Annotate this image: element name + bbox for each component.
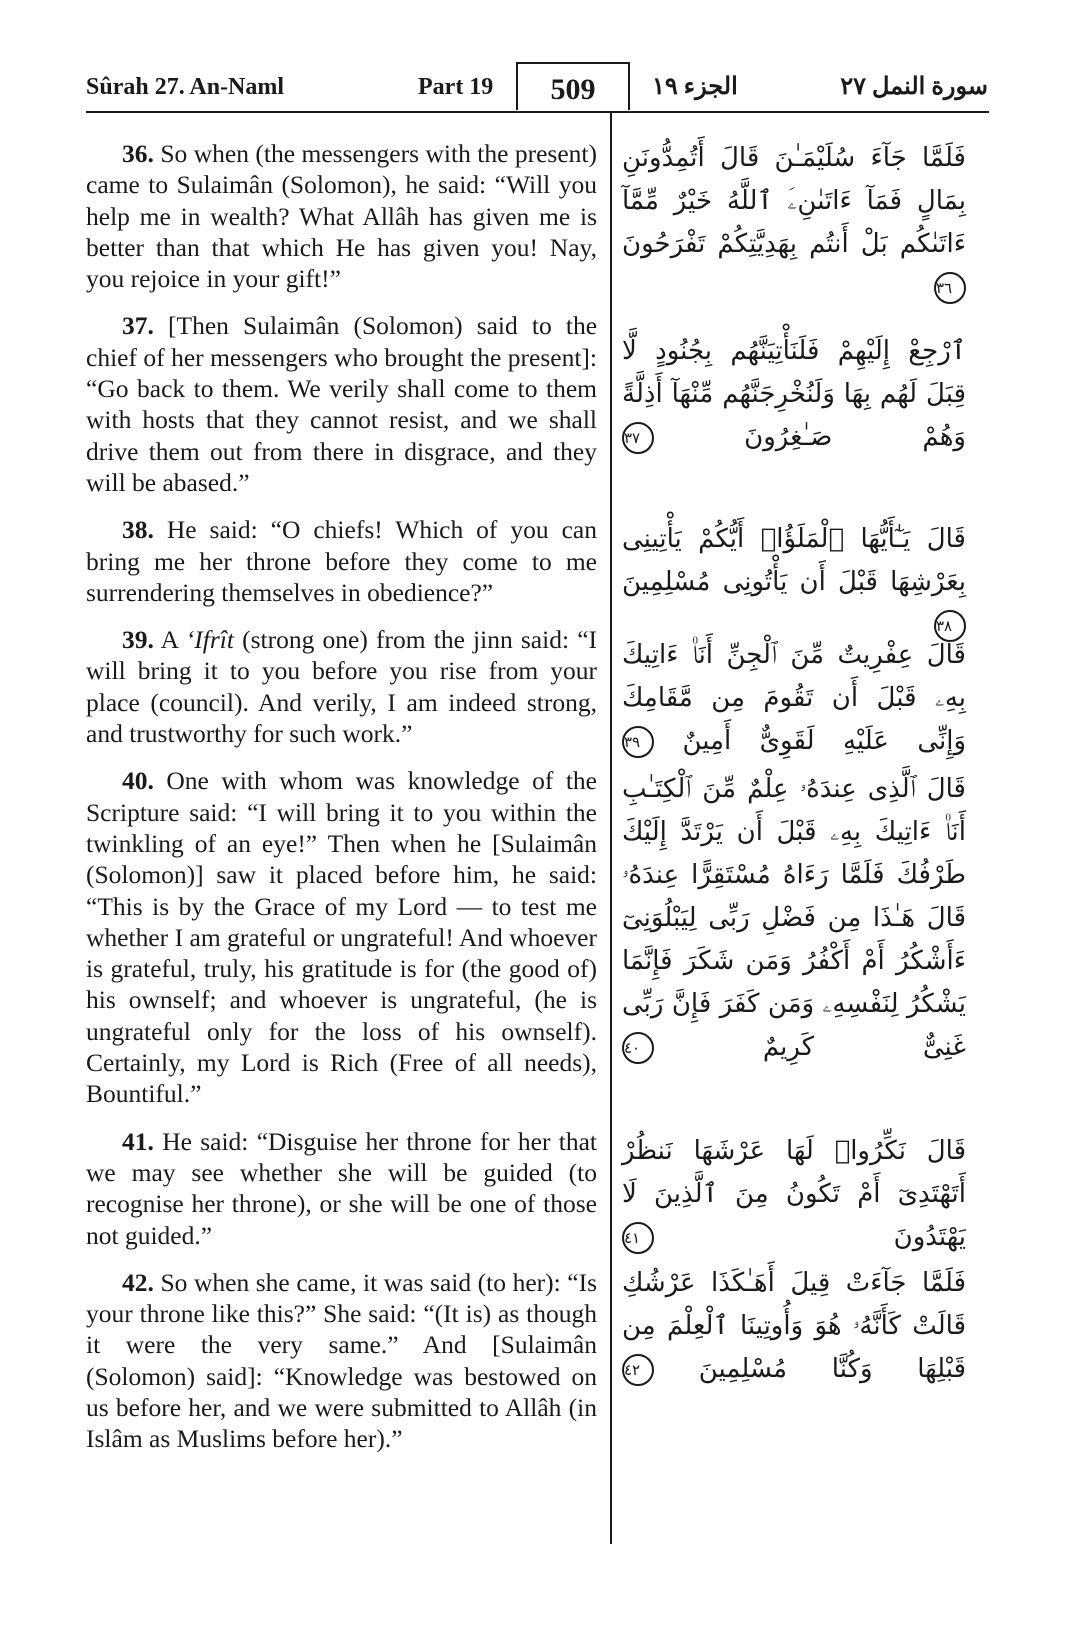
verse-36-arabic xyxy=(622,137,966,309)
part-label-english: Part 19 xyxy=(418,74,494,100)
surah-title-english: Sûrah 27. An-Naml xyxy=(86,74,285,100)
verse-38-arabic xyxy=(622,518,966,647)
arabic-text: قَالَ يَـٰٓأَيُّهَا ٱلْمَلَؤُا۟ أَيُّكُمْ يَأْتِينِى بِعَرْشِهَا قَبْلَ أَن يَأْتُونِى مُسْلِمِينَ xyxy=(622,524,966,597)
verse-40-arabic xyxy=(622,768,966,1069)
ayah-number-mark: ٣٧ xyxy=(622,422,654,454)
verse-40-english xyxy=(86,765,597,1109)
verse-text-prefix: A xyxy=(160,625,186,655)
ayah-number-mark: ٤١ xyxy=(622,1222,654,1254)
ayah-number-mark: ٤٠ xyxy=(622,1032,654,1064)
verse-39-arabic xyxy=(622,634,966,763)
arabic-text: قَالَ عِفْرِيتٌ مِّنَ ٱلْجِنِّ أَنَا۠ ءَاتِيكَ بِهِۦ قَبْلَ أَن تَقُومَ مِن مَّقَامِكَ وَإِنِّى عَلَيْهِ لَقَوِىٌّ أَمِينٌ xyxy=(622,640,967,756)
verse-38-english xyxy=(86,514,597,608)
verse-number: 39. xyxy=(122,625,154,655)
verse-41-english xyxy=(86,1126,597,1251)
ayah-number-mark: ٣٦ xyxy=(934,272,966,304)
verse-text: [Then Sulaimân (Solomon) said to the chief of her messengers who brought the present]: “Go back to them. We verily shall come to them with hosts that they cannot resist, and we shall drive them out from there in disgrace, and they will be abased.” xyxy=(86,311,598,497)
verse-number: 37. xyxy=(122,311,154,341)
verse-number: 36. xyxy=(122,139,154,168)
ayah-number-mark: ٣٨ xyxy=(934,610,966,642)
ayah-number-mark: ٣٩ xyxy=(622,726,654,758)
verse-39-english xyxy=(86,624,597,749)
arabic-text: ٱرْجِعْ إِلَيْهِمْ فَلَنَأْتِيَنَّهُم بِجُنُودٍ لَّا قِبَلَ لَهُم بِهَا وَلَنُخْرِجَنَّهُم مِّنْهَآ أَذِلَّةً وَهُمْ صَـٰغِرُونَ xyxy=(622,336,966,452)
verse-42-english xyxy=(86,1267,597,1455)
english-translation-column xyxy=(86,138,597,1471)
ifrit-term: ‘Ifrît xyxy=(185,625,234,655)
verse-41-arabic xyxy=(622,1130,966,1259)
page-header xyxy=(86,62,988,112)
ayah-number-mark: ٤٢ xyxy=(622,1354,654,1386)
page-number: 509 xyxy=(550,73,596,106)
verse-text: So when she came, it was said (to her): “Is your throne like this?” She said: “(It is) as though it were the very same.” And [Sulaimân (Solomon) said]: “Knowledge was bestowed on us before her, and we were submitted to Allâh (in Islâm as Muslims before her).” xyxy=(86,1267,598,1454)
verse-number: 42. xyxy=(122,1267,154,1297)
arabic-text: فَلَمَّا جَآءَتْ قِيلَ أَهَـٰكَذَا عَرْشُكِ قَالَتْ كَأَنَّهُۥ هُوَ وَأُوتِينَا ٱلْعِلْمَ مِن قَبْلِهَا وَكُنَّا مُسْلِمِينَ xyxy=(622,1268,966,1384)
verse-text: (strong one) from the jinn said: “I will bring it to you before you rise from your place (council). And verily, I am indeed strong, and trustworthy for such work.” xyxy=(86,625,598,749)
header-rule xyxy=(86,111,989,113)
verse-42-arabic xyxy=(622,1262,966,1391)
verse-text: He said: “Disguise her throne for her that we may see whether she will be guided (to recognise her throne), or she will be one of those not guided.” xyxy=(86,1126,598,1250)
verse-text: He said: “O chiefs! Which of you can bring me her throne before they come to me surrendering themselves in obedience?” xyxy=(86,515,597,607)
verse-number: 38. xyxy=(122,515,154,545)
surah-title-arabic: سورة النمل ٢٧ xyxy=(840,74,988,100)
arabic-text: فَلَمَّا جَآءَ سُلَيْمَـٰنَ قَالَ أَتُمِدُّونَنِ بِمَالٍ فَمَآ ءَاتَىٰنِۦَ ٱللَّهُ خَيْرٌ مِّمَّآ ءَاتَىٰكُم بَلْ أَنتُم بِهَدِيَّتِكُمْ تَفْرَحُونَ xyxy=(622,143,966,259)
arabic-text: قَالَ نَكِّرُوا۟ لَهَا عَرْشَهَا نَنظُرْ أَتَهْتَدِىٓ أَمْ تَكُونُ مِنَ ٱلَّذِينَ لَا يَهْتَدُونَ xyxy=(622,1136,966,1252)
page-number-box xyxy=(516,62,630,110)
verse-number: 41. xyxy=(122,1126,154,1156)
arabic-text: قَالَ ٱلَّذِى عِندَهُۥ عِلْمٌ مِّنَ ٱلْكِتَـٰبِ أَنَا۠ ءَاتِيكَ بِهِۦ قَبْلَ أَن يَرْتَدَّ إِلَيْكَ طَرْفُكَ فَلَمَّا رَءَاهُ مُسْتَقِرًّا عِندَهُۥ قَالَ هَـٰذَا مِن فَضْلِ رَبِّى لِيَبْلُوَنِىٓ ءَأَشْكُرُ أَمْ أَكْفُرُ وَمَن شَكَرَ فَإِنَّمَا يَشْكُرُ لِنَفْسِهِۦ وَمَن كَفَرَ فَإِنَّ رَبِّى غَنِىٌّ كَرِيمٌ xyxy=(622,774,966,1062)
verse-37-arabic xyxy=(622,330,966,459)
verse-37-english xyxy=(86,310,597,498)
verse-text: One with whom was knowledge of the Scripture said: “I will bring it to you within the twinkling of an eye!” Then when he [Sulaimân (Solomon)] saw it placed before him, he said: “This is by the Grace of my Lord — to test me whether I am grateful or ungrateful! And whoever is grateful, truly, his gratitude is for (the good of) his ownself; and whoever is ungrateful, (he is ungrateful only for the loss of his ownself). Certainly, my Lord is Rich (Free of all needs), Bountiful.” xyxy=(86,766,597,1109)
verse-number: 40. xyxy=(122,766,154,796)
column-divider xyxy=(610,111,612,1544)
verse-36-english xyxy=(86,138,597,294)
verse-text: So when (the messengers with the present) came to Sulaimân (Solomon), he said: “Will you help me in wealth? What Allâh has given me is better than that which He has given you! Nay, you rejoice in your gift!” xyxy=(86,139,597,294)
part-label-arabic: الجزء ١٩ xyxy=(652,74,738,100)
